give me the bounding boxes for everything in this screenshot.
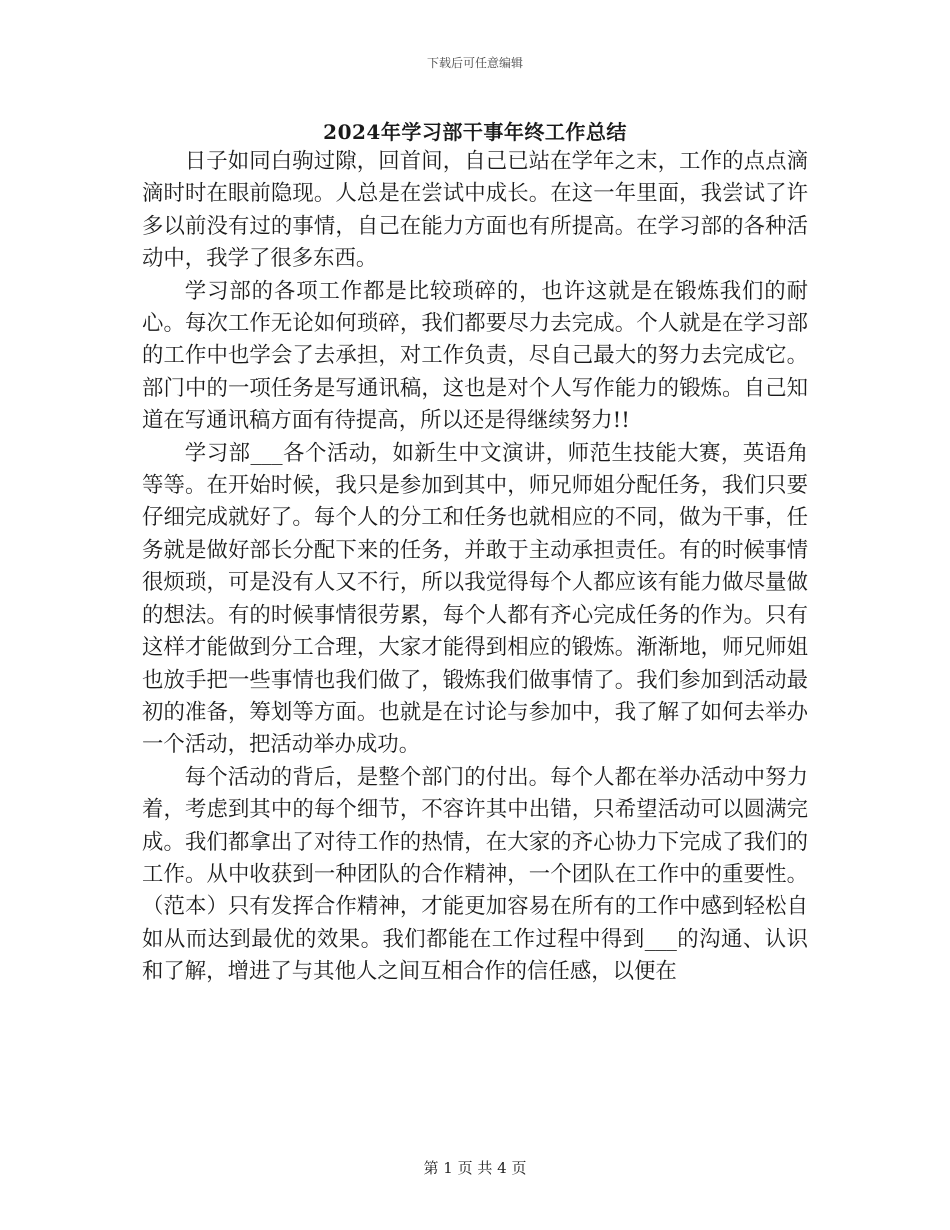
document-body xyxy=(142,146,808,989)
paragraph-1: 日子如同白驹过隙，回首间，自己已站在学年之末，工作的点点滴滴时时在眼前隐现。人总是在尝试中成长。在这一年里面，我尝试了许多以前没有过的事情，自己在能力方面也有所提高。在学习部的各种活动中，我学了很多东西。 xyxy=(142,149,808,272)
paragraph-3: 学习部___各个活动，如新生中文演讲，师范生技能大赛，英语角等等。在开始时候，我只是参加到其中，师兄师姐分配任务，我们只要仔细完成就好了。每个人的分工和任务也就相应的不同，做为干事，任务就是做好部长分配下来的任务，并敢于主动承担责任。有的时候事情很烦琐，可是没有人又不行，所以我觉得每个人都应该有能力做尽量做的想法。有的时候事情很劳累，每个人都有齐心完成任务的作为。只有这样才能做到分工合理，大家才能得到相应的锻炼。渐渐地，师兄师姐也放手把一些事情也我们做了，锻炼我们做事情了。我们参加到活动最初的准备，筹划等方面。也就是在讨论与参加中，我了解了如何去举办一个活动，把活动举办成功。 xyxy=(142,440,808,758)
document-title: 2024年学习部干事年终工作总结 xyxy=(323,120,627,144)
page-number: 第 1 页 共 4 页 xyxy=(423,1159,527,1177)
paragraph-2: 学习部的各项工作都是比较琐碎的，也许这就是在锻炼我们的耐心。每次工作无论如何琐碎，我们都要尽力去完成。个人就是在学习部的工作中也学会了去承担，对工作负责，尽自己最大的努力去完成它。部门中的一项任务是写通讯稿，这也是对个人写作能力的锻炼。自己知道在写通讯稿方面有待提高，所以还是得继续努力!! xyxy=(142,278,808,434)
page-header-note: 下载后可任意编辑 xyxy=(426,56,523,70)
paragraph-4: 每个活动的背后，是整个部门的付出。每个人都在举办活动中努力着，考虑到其中的每个细节，不容许其中出错，只希望活动可以圆满完成。我们都拿出了对待工作的热情，在大家的齐心协力下完成了我们的工作。从中收获到一种团队的合作精神，一个团队在工作中的重要性。（范本）只有发挥合作精神，才能更加容易在所有的工作中感到轻松自如从而达到最优的效果。我们都能在工作过程中得到___的沟通、认识和了解，增进了与其他人之间互相合作的信任感，以便在 xyxy=(142,764,808,985)
